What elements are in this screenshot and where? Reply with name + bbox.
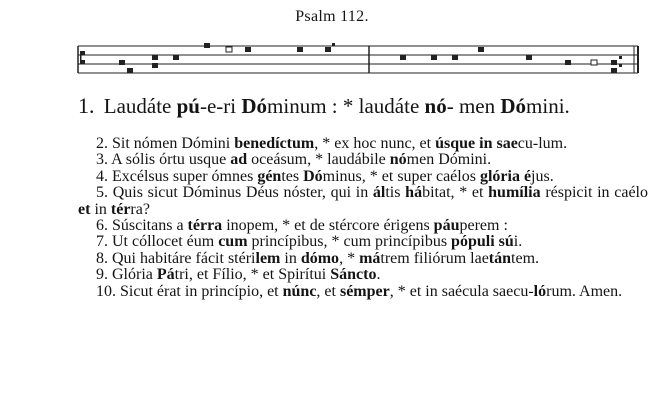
bold-syllable: núnc — [282, 282, 317, 300]
bold-syllable: benedíctum — [234, 135, 315, 152]
text-run: réspicit in caélo — [540, 184, 652, 202]
text-run: Laudáte — [98, 94, 177, 118]
text-run: inopem, * et de stércore érigens — [222, 217, 434, 235]
bold-syllable: sémper — [339, 282, 390, 300]
text-run: 4. Excélsus super ómnes — [96, 167, 258, 185]
bold-syllable: ál — [372, 184, 386, 202]
bold-syllable: cum — [218, 233, 248, 251]
text-run: , * et in saécula saecu- — [389, 282, 534, 300]
verse-9 — [78, 267, 648, 283]
text-run: 10. Sicut érat in princípio, et — [96, 282, 283, 300]
bold-syllable: úsque in sae — [435, 135, 518, 152]
bold-syllable: et — [78, 200, 91, 218]
text-run: 5. Quis sicut Dóminus Déus nóster, qui in — [96, 184, 373, 202]
verse-6 — [78, 218, 648, 234]
text-run: minum : * laudáte — [267, 94, 425, 118]
text-run: tis — [385, 184, 406, 202]
bold-syllable: pópuli sú — [451, 233, 514, 251]
text-run: 8. Qui habitáre fácit stéri — [96, 249, 256, 267]
text-run: . — [376, 266, 381, 284]
text-run: tem. — [511, 249, 540, 267]
text-run: -e-ri — [199, 94, 242, 118]
bold-syllable: Dó — [241, 94, 268, 118]
bold-syllable: lem — [255, 249, 281, 267]
bold-syllable: Pá — [156, 266, 175, 284]
bold-syllable: glória é — [479, 167, 532, 185]
text-run: 9. Glória — [96, 266, 157, 284]
bold-syllable: pú — [176, 94, 200, 118]
text-run: , * — [339, 249, 360, 267]
text-run: in — [90, 200, 111, 218]
text-run: ra? — [130, 200, 150, 218]
bold-syllable: térra — [187, 217, 223, 235]
bold-syllable: dómo — [300, 249, 340, 267]
bold-syllable: má — [359, 249, 381, 267]
bold-syllable: tér — [110, 200, 131, 218]
text-run: mini. — [526, 94, 570, 118]
verse-2 — [78, 136, 648, 152]
bold-syllable: Sáncto — [330, 266, 377, 284]
text-run: oceásum, * laudábile — [247, 151, 390, 169]
bold-syllable: ló — [533, 282, 547, 300]
text-run: - men — [446, 94, 501, 118]
verse-1 — [78, 93, 570, 119]
verse-1-text — [99, 94, 570, 118]
bold-syllable: nó — [424, 94, 447, 118]
bold-syllable: gén — [257, 167, 282, 185]
text-run: minus, * et super caélos — [322, 167, 480, 185]
bold-syllable: nó — [389, 151, 407, 169]
bold-syllable: páu — [433, 217, 460, 235]
text-run: tes — [281, 167, 304, 185]
text-run: men Dómini. — [406, 151, 492, 169]
text-run: trem filiórum lae — [380, 249, 489, 267]
text-run: 2. Sit nómen Dómini — [96, 135, 235, 152]
text-run: rum. Amen. — [546, 282, 623, 300]
text-run: cu-lum. — [517, 135, 568, 152]
text-run: 3. A sólis órtu usque — [96, 151, 231, 169]
verses-block — [78, 135, 652, 300]
text-run: 6. Súscitans a — [96, 217, 188, 235]
text-run: tri, et Fílio, * et Spirítui — [174, 266, 331, 284]
bold-syllable: tán — [488, 249, 512, 267]
text-run: perem : — [459, 217, 508, 235]
text-run: , et — [316, 282, 340, 300]
chant-staff — [0, 0, 664, 90]
verse-8 — [78, 251, 648, 267]
bold-syllable: humília — [488, 184, 541, 202]
verse-3 — [78, 152, 648, 168]
bold-syllable: ad — [230, 151, 248, 169]
do-clef-icon — [80, 51, 85, 64]
text-run: , * ex hoc nunc, et — [314, 135, 436, 152]
verse-7 — [78, 234, 648, 250]
psalm-title: Psalm 112. — [295, 8, 369, 25]
text-run: jus. — [531, 167, 554, 185]
text-run: bitat, * et — [422, 184, 489, 202]
text-run: princípibus, * cum princípibus — [247, 233, 452, 251]
text-run: i. — [513, 233, 523, 251]
text-run: in — [280, 249, 301, 267]
staff-lines — [78, 46, 638, 73]
bold-syllable: Dó — [500, 94, 527, 118]
bold-syllable: há — [405, 184, 423, 202]
text-run: 7. Ut cóllocet éum — [96, 233, 219, 251]
verse-10 — [78, 284, 648, 300]
verse-5 — [78, 184, 652, 218]
verse-1-number: 1. — [78, 93, 95, 118]
verse-4 — [78, 169, 648, 185]
neumes — [119, 43, 622, 73]
bold-syllable: Dó — [303, 167, 323, 185]
